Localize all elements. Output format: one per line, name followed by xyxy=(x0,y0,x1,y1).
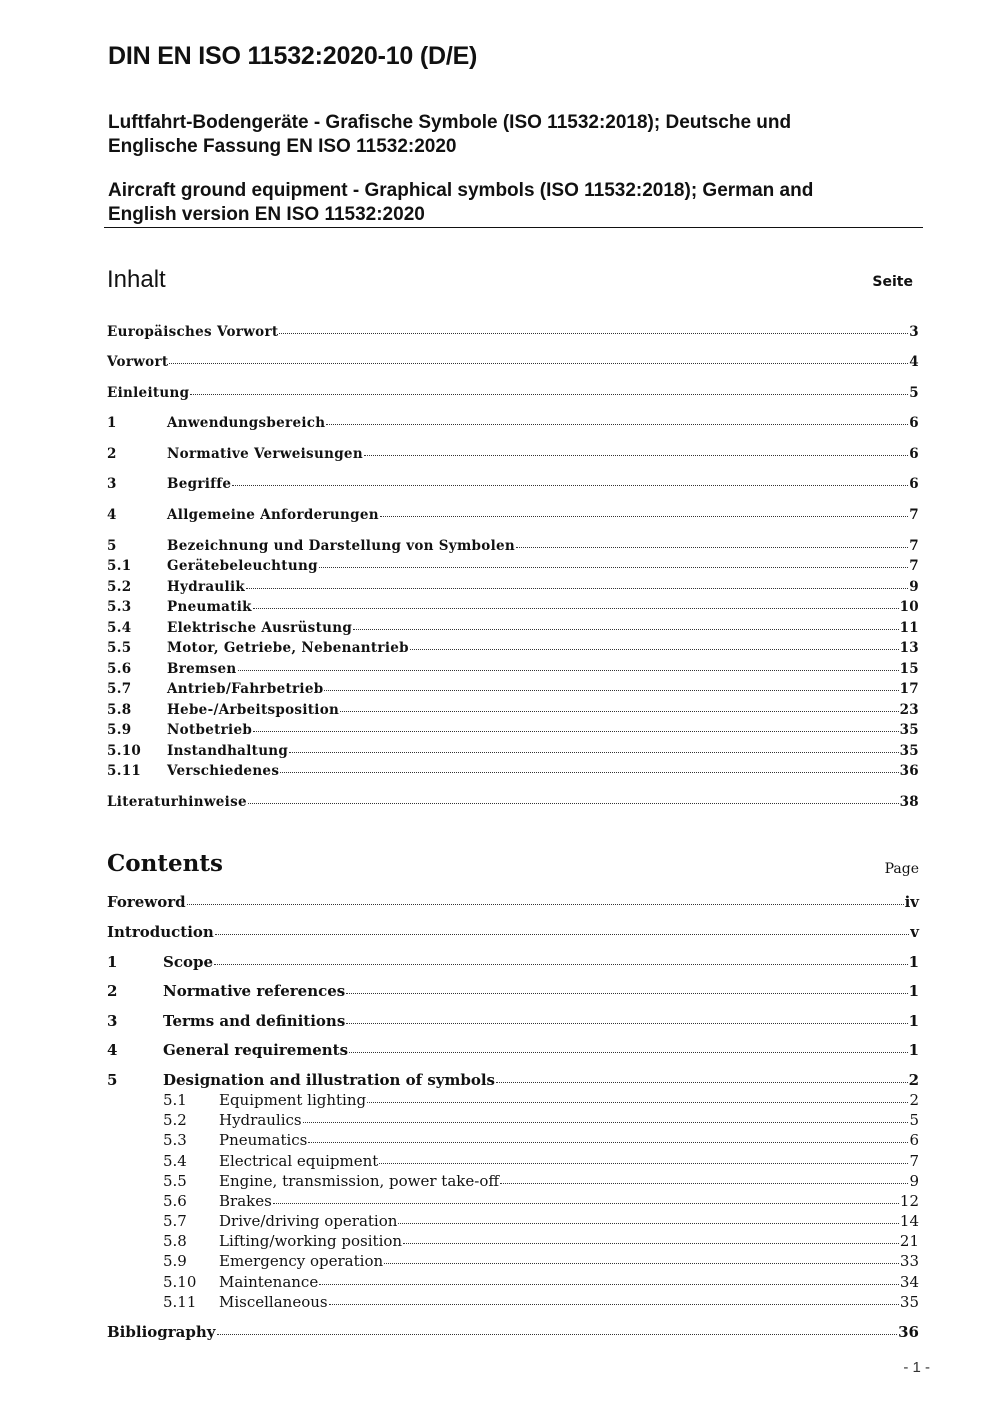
toc-entry-leader-dots xyxy=(280,771,898,773)
toc-entry-label: Motor, Getriebe, Nebenantrieb xyxy=(167,640,409,656)
toc-entry-leader-dots xyxy=(496,1081,908,1083)
toc-entry-leader-dots xyxy=(279,332,908,334)
toc-entry-label: Instandhaltung xyxy=(167,743,289,759)
toc-entry-label: Maintenance xyxy=(219,1273,319,1291)
toc-entry-number: 5.4 xyxy=(107,620,132,636)
toc-entry[interactable] xyxy=(107,1232,919,1252)
toc-entry-page: 9 xyxy=(909,579,919,595)
header-divider xyxy=(104,227,923,228)
toc-entry[interactable] xyxy=(107,702,919,722)
toc-entry-page: 6 xyxy=(909,1131,919,1149)
toc-entry-page: 9 xyxy=(909,1172,919,1190)
toc-entry-number: 2 xyxy=(107,446,117,462)
toc-entry-page: 7 xyxy=(909,558,919,574)
toc-entry[interactable] xyxy=(107,1131,919,1151)
toc-entry-number: 5.3 xyxy=(107,599,132,615)
toc-entry-page: 17 xyxy=(899,681,919,697)
toc-entry-number: 4 xyxy=(107,507,117,523)
toc-entry-number: 5.6 xyxy=(107,661,132,677)
toc-entry-label: Hebe-/Arbeitsposition xyxy=(167,702,340,718)
toc-english-page-label: Page xyxy=(884,861,919,877)
toc-entry-number: 5.5 xyxy=(163,1172,187,1190)
toc-entry[interactable] xyxy=(107,681,919,701)
toc-entry[interactable] xyxy=(107,476,919,496)
toc-entry[interactable] xyxy=(107,415,919,435)
toc-entry-label: Bezeichnung und Darstellung von Symbolen xyxy=(167,538,516,554)
toc-entry-leader-dots xyxy=(346,1022,907,1024)
toc-entry-leader-dots xyxy=(340,710,898,712)
toc-entry[interactable] xyxy=(107,640,919,660)
toc-entry-page: 35 xyxy=(899,722,919,738)
toc-entry[interactable] xyxy=(107,953,919,973)
toc-entry-page: 12 xyxy=(899,1192,919,1210)
toc-entry-leader-dots xyxy=(253,607,899,609)
toc-entry-page: 33 xyxy=(899,1252,919,1270)
toc-entry-label: Miscellaneous xyxy=(219,1293,328,1311)
toc-entry-page: 15 xyxy=(899,661,919,677)
toc-entry-label: Anwendungsbereich xyxy=(167,415,326,431)
toc-entry-leader-dots xyxy=(500,1182,908,1184)
toc-entry-number: 5 xyxy=(107,1071,118,1089)
toc-entry-page: iv xyxy=(904,893,919,911)
toc-entry-leader-dots xyxy=(217,1333,898,1335)
subtitle-english xyxy=(108,179,813,227)
toc-entry-label: General requirements xyxy=(163,1041,349,1059)
toc-entry-label: Hydraulics xyxy=(219,1111,302,1129)
toc-entry-leader-dots xyxy=(349,1051,908,1053)
toc-german-heading: Inhalt xyxy=(107,266,166,293)
toc-entry-leader-dots xyxy=(273,1202,899,1204)
toc-entry-page: 7 xyxy=(909,538,919,554)
toc-entry-page: 6 xyxy=(909,476,919,492)
toc-entry-label: Allgemeine Anforderungen xyxy=(167,507,379,523)
toc-entry-page: 21 xyxy=(899,1232,919,1250)
toc-entry[interactable] xyxy=(107,446,919,466)
toc-entry-page: 1 xyxy=(908,953,919,971)
toc-entry-leader-dots xyxy=(516,546,908,548)
toc-entry[interactable] xyxy=(107,1273,919,1293)
toc-entry[interactable] xyxy=(107,354,919,374)
toc-entry-number: 4 xyxy=(107,1041,118,1059)
toc-entry-page: 4 xyxy=(909,354,919,370)
toc-entry-number: 5.6 xyxy=(163,1192,187,1210)
toc-entry-label: Terms and definitions xyxy=(163,1012,346,1030)
toc-entry[interactable] xyxy=(107,1041,919,1061)
toc-entry-leader-dots xyxy=(329,1303,899,1305)
subtitle-german-line: Luftfahrt-Bodengeräte - Grafische Symbole (ISO 11532:2018); Deutsche und xyxy=(108,112,792,133)
toc-entry-page: 14 xyxy=(899,1212,919,1230)
toc-entry-label: Scope xyxy=(163,953,214,971)
toc-entry[interactable] xyxy=(107,1293,919,1313)
toc-entry-label: Engine, transmission, power take-off xyxy=(219,1172,500,1190)
toc-entry-page: 35 xyxy=(899,743,919,759)
toc-entry-label: Bremsen xyxy=(167,661,237,677)
toc-entry[interactable] xyxy=(107,982,919,1002)
toc-entry-label: Literaturhinweise xyxy=(107,794,247,810)
toc-entry-label: Begriffe xyxy=(167,476,232,492)
toc-entry-page: 2 xyxy=(909,1091,919,1109)
toc-entry-page: 7 xyxy=(909,1152,919,1170)
toc-entry-number: 2 xyxy=(107,982,118,1000)
toc-entry-page: 7 xyxy=(909,507,919,523)
toc-entry-label: Antrieb/Fahrbetrieb xyxy=(167,681,324,697)
toc-entry-leader-dots xyxy=(398,1222,898,1224)
toc-entry-label: Pneumatics xyxy=(219,1131,308,1149)
toc-entry-page: 13 xyxy=(899,640,919,656)
toc-entry-page: 5 xyxy=(909,385,919,401)
toc-entry-leader-dots xyxy=(238,669,899,671)
toc-entry-number: 5.9 xyxy=(163,1252,187,1270)
toc-entry-number: 5 xyxy=(107,538,117,554)
toc-entry-page: 38 xyxy=(899,794,919,810)
toc-entry-number: 5.7 xyxy=(163,1212,187,1230)
toc-entry-number: 3 xyxy=(107,476,117,492)
toc-entry-page: 1 xyxy=(908,1012,919,1030)
toc-entry-leader-dots xyxy=(169,362,908,364)
toc-entry[interactable] xyxy=(107,1252,919,1272)
toc-entry-leader-dots xyxy=(248,802,899,804)
toc-entry-number: 3 xyxy=(107,1012,118,1030)
toc-entry-label: Europäisches Vorwort xyxy=(107,324,279,340)
toc-entry[interactable] xyxy=(107,507,919,527)
toc-entry-page: 1 xyxy=(908,982,919,1000)
toc-entry-number: 5.8 xyxy=(163,1232,187,1250)
toc-entry-leader-dots xyxy=(403,1242,899,1244)
document-title: DIN EN ISO 11532:2020-10 (D/E) xyxy=(108,42,478,70)
subtitle-german xyxy=(108,111,791,159)
toc-entry-leader-dots xyxy=(367,1101,908,1103)
toc-entry-number: 5.1 xyxy=(163,1091,187,1109)
toc-entry-page: 6 xyxy=(909,415,919,431)
toc-entry[interactable] xyxy=(107,1012,919,1032)
toc-entry-label: Einleitung xyxy=(107,385,190,401)
toc-entry-leader-dots xyxy=(364,454,908,456)
toc-entry-page: 36 xyxy=(898,1323,919,1341)
toc-entry-leader-dots xyxy=(253,730,898,732)
toc-entry-label: Verschiedenes xyxy=(167,763,280,779)
toc-entry-label: Normative Verweisungen xyxy=(167,446,363,462)
toc-entry[interactable] xyxy=(107,1152,919,1172)
toc-entry[interactable] xyxy=(107,743,919,763)
toc-entry-leader-dots xyxy=(324,689,898,691)
toc-entry-number: 5.2 xyxy=(107,579,132,595)
toc-entry[interactable] xyxy=(107,1071,919,1091)
toc-entry[interactable] xyxy=(107,923,919,943)
toc-entry-leader-dots xyxy=(346,992,907,994)
toc-entry-leader-dots xyxy=(319,1283,899,1285)
toc-entry-page: v xyxy=(910,923,919,941)
toc-entry-page: 23 xyxy=(899,702,919,718)
toc-english-heading: Contents xyxy=(107,850,223,877)
toc-entry-number: 5.11 xyxy=(107,763,142,779)
toc-entry-page: 11 xyxy=(899,620,919,636)
toc-entry-leader-dots xyxy=(187,903,904,905)
toc-entry-leader-dots xyxy=(326,423,908,425)
toc-entry-leader-dots xyxy=(289,751,898,753)
toc-entry-label: Brakes xyxy=(219,1192,272,1210)
toc-entry-leader-dots xyxy=(379,1162,908,1164)
toc-entry-leader-dots xyxy=(215,933,909,935)
toc-entry-page: 34 xyxy=(899,1273,919,1291)
toc-entry-number: 5.3 xyxy=(163,1131,187,1149)
toc-entry-page: 10 xyxy=(899,599,919,615)
toc-entry-label: Emergency operation xyxy=(219,1252,384,1270)
toc-entry[interactable] xyxy=(107,579,919,599)
toc-entry-number: 5.11 xyxy=(163,1293,197,1311)
toc-entry-number: 5.10 xyxy=(107,743,142,759)
toc-entry[interactable] xyxy=(107,1323,919,1343)
toc-entry-leader-dots xyxy=(308,1141,908,1143)
toc-entry-label: Lifting/working position xyxy=(219,1232,403,1250)
toc-entry-page: 36 xyxy=(899,763,919,779)
toc-entry[interactable] xyxy=(107,1091,919,1111)
toc-entry-page: 2 xyxy=(908,1071,919,1089)
toc-entry-label: Vorwort xyxy=(107,354,169,370)
toc-entry-page: 35 xyxy=(899,1293,919,1311)
toc-entry-label: Foreword xyxy=(107,893,186,911)
toc-entry[interactable] xyxy=(107,599,919,619)
toc-entry-leader-dots xyxy=(214,963,908,965)
toc-entry[interactable] xyxy=(107,385,919,405)
toc-entry-number: 5.1 xyxy=(107,558,132,574)
toc-entry-number: 5.5 xyxy=(107,640,132,656)
toc-entry[interactable] xyxy=(107,558,919,578)
toc-entry-page: 5 xyxy=(909,1111,919,1129)
subtitle-english-line: English version EN ISO 11532:2020 xyxy=(108,204,425,225)
toc-entry[interactable] xyxy=(107,763,919,783)
toc-entry-leader-dots xyxy=(303,1121,909,1123)
toc-entry-label: Designation and illustration of symbols xyxy=(163,1071,496,1089)
toc-entry-number: 1 xyxy=(107,415,117,431)
toc-entry-label: Gerätebeleuchtung xyxy=(167,558,318,574)
toc-entry[interactable] xyxy=(107,661,919,681)
toc-german-page-label: Seite xyxy=(872,274,913,290)
toc-entry-label: Normative references xyxy=(163,982,346,1000)
toc-entry[interactable] xyxy=(107,794,919,814)
toc-entry-label: Elektrische Ausrüstung xyxy=(167,620,353,636)
toc-entry-leader-dots xyxy=(384,1262,899,1264)
toc-entry-leader-dots xyxy=(232,484,908,486)
toc-entry-number: 5.4 xyxy=(163,1152,187,1170)
toc-entry-label: Drive/driving operation xyxy=(219,1212,398,1230)
toc-entry-page: 3 xyxy=(909,324,919,340)
toc-entry-number: 5.8 xyxy=(107,702,132,718)
page-number: - 1 - xyxy=(903,1359,930,1376)
toc-entry-leader-dots xyxy=(380,515,908,517)
toc-entry[interactable] xyxy=(107,893,919,913)
toc-entry-label: Hydraulik xyxy=(167,579,246,595)
toc-entry[interactable] xyxy=(107,324,919,344)
toc-entry-label: Equipment lighting xyxy=(219,1091,367,1109)
toc-entry-leader-dots xyxy=(190,393,908,395)
toc-entry[interactable] xyxy=(107,538,919,558)
toc-entry-label: Electrical equipment xyxy=(219,1152,379,1170)
toc-entry[interactable] xyxy=(107,1172,919,1192)
toc-entry[interactable] xyxy=(107,1192,919,1212)
toc-entry-number: 5.2 xyxy=(163,1111,187,1129)
toc-entry-leader-dots xyxy=(319,566,908,568)
toc-entry-label: Bibliography xyxy=(107,1323,216,1341)
toc-entry-number: 5.7 xyxy=(107,681,132,697)
toc-entry[interactable] xyxy=(107,722,919,742)
subtitle-english-line: Aircraft ground equipment - Graphical symbols (ISO 11532:2018); German and xyxy=(108,180,814,201)
toc-entry-number: 5.9 xyxy=(107,722,132,738)
toc-entry-page: 1 xyxy=(908,1041,919,1059)
toc-entry-label: Pneumatik xyxy=(167,599,252,615)
toc-entry-label: Notbetrieb xyxy=(167,722,253,738)
toc-entry-page: 6 xyxy=(909,446,919,462)
toc-entry-leader-dots xyxy=(246,587,908,589)
toc-entry-label: Introduction xyxy=(107,923,214,941)
toc-entry-number: 1 xyxy=(107,953,118,971)
toc-entry-number: 5.10 xyxy=(163,1273,197,1291)
toc-entry-leader-dots xyxy=(410,648,899,650)
toc-entry[interactable] xyxy=(107,1111,919,1131)
toc-entry[interactable] xyxy=(107,620,919,640)
toc-entry[interactable] xyxy=(107,1212,919,1232)
toc-entry-leader-dots xyxy=(353,628,899,630)
subtitle-german-line: Englische Fassung EN ISO 11532:2020 xyxy=(108,136,457,157)
